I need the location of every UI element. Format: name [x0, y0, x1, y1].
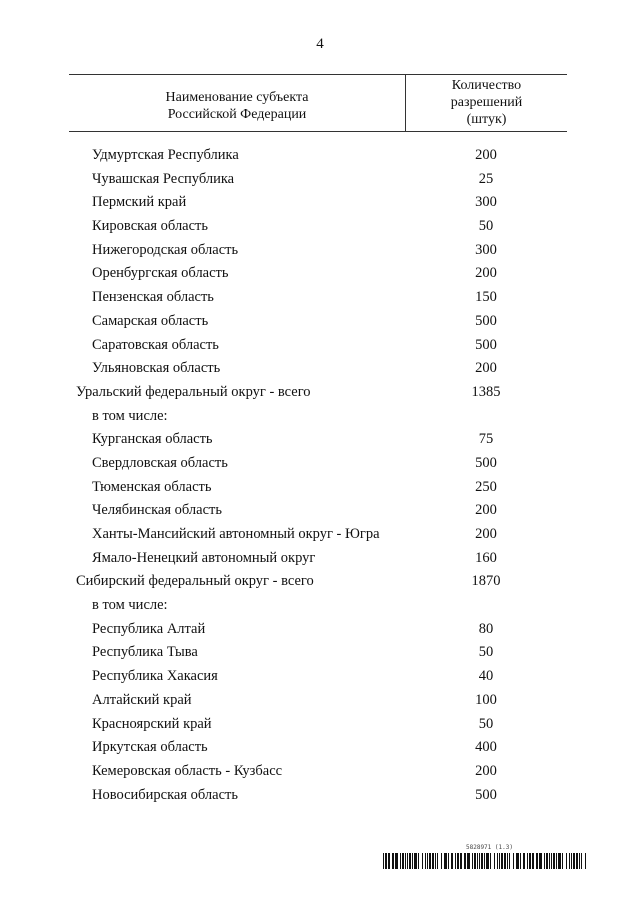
barcode-bar: [400, 853, 401, 869]
barcode-bar: [444, 853, 447, 869]
barcode-bar: [544, 853, 545, 869]
table-row: [0, 547, 640, 571]
table-row: [0, 665, 640, 689]
row-value: 160: [475, 549, 497, 566]
barcode-bar: [546, 853, 548, 869]
row-name: Ямало-Ненецкий автономный округ: [92, 549, 316, 566]
barcode-bar: [422, 853, 423, 869]
barcode-bar: [507, 853, 508, 869]
row-name: Республика Тыва: [92, 644, 198, 661]
barcode-bar: [484, 853, 485, 869]
barcode-bar: [464, 853, 466, 869]
barcode-bar: [501, 853, 503, 869]
barcode-label: 5828971 (1.3): [466, 844, 513, 851]
barcode-bar: [427, 853, 428, 869]
table-row: [0, 310, 640, 334]
table-row: [0, 215, 640, 239]
table-body: [0, 144, 640, 807]
row-value: 150: [475, 289, 497, 306]
row-name: Ульяновская область: [92, 360, 221, 377]
row-value: 75: [478, 431, 494, 448]
row-name: Иркутская область: [92, 739, 208, 756]
row-name: Чувашская Республика: [92, 170, 235, 187]
barcode-bar: [581, 853, 582, 869]
header-name-line: Российской Федерации: [167, 107, 307, 122]
barcode-bar: [576, 853, 578, 869]
row-name: Сибирский федеральный округ - всего: [76, 573, 314, 590]
header-name-column: [69, 89, 405, 123]
barcode-bar: [520, 853, 521, 869]
barcode-bar: [460, 853, 462, 869]
barcode-bar: [414, 853, 417, 869]
table-header: [69, 74, 567, 132]
barcode-bar: [402, 853, 404, 869]
table-row: [0, 523, 640, 547]
barcode-bar: [532, 853, 534, 869]
barcode-bar: [536, 853, 538, 869]
row-name: Свердловская область: [92, 454, 228, 471]
barcode-bar: [383, 853, 384, 869]
barcode-bar: [425, 853, 426, 869]
barcode-bar: [585, 853, 586, 869]
row-value: 25: [478, 170, 494, 187]
barcode-bar: [497, 853, 498, 869]
row-value: 40: [478, 668, 494, 685]
row-value: 500: [475, 454, 497, 471]
barcode-bar: [509, 853, 510, 869]
barcode-bar: [513, 853, 514, 869]
row-value: 200: [475, 147, 497, 163]
row-name: Республика Хакасия: [92, 668, 218, 685]
row-name: Республика Алтай: [92, 620, 206, 637]
barcode-bar: [494, 853, 495, 869]
table-row: [0, 405, 640, 429]
table-row: [0, 784, 640, 808]
barcode-bar: [455, 853, 456, 869]
row-name: Тюменская область: [92, 478, 212, 495]
barcode-bar: [388, 853, 390, 869]
table-row: [0, 689, 640, 713]
barcode-bar: [516, 853, 519, 869]
table-row: [0, 357, 640, 381]
barcode-bar: [451, 853, 453, 869]
barcode-bar: [479, 853, 480, 869]
table-row: [0, 618, 640, 642]
barcode-bar: [474, 853, 476, 869]
table-row: [0, 191, 640, 215]
row-value: 50: [478, 715, 494, 732]
row-value: 1385: [471, 383, 501, 400]
row-name: Кемеровская область - Кузбасс: [92, 762, 283, 779]
header-count-line: (штук): [466, 112, 507, 127]
header-name-line: Наименование субъекта: [165, 90, 309, 105]
header-count-line: Количество: [451, 78, 522, 93]
row-value: 200: [475, 502, 497, 519]
row-value: 300: [475, 241, 497, 258]
barcode-bar: [553, 853, 555, 869]
table-row: [0, 144, 640, 168]
row-value: 500: [475, 786, 497, 803]
barcode-bar: [477, 853, 478, 869]
barcode-bar: [486, 853, 489, 869]
district-total-row: [0, 570, 640, 594]
barcode-bar: [527, 853, 528, 869]
page-number: 4: [316, 36, 324, 52]
barcode-bar: [409, 853, 411, 869]
barcode-bar: [448, 853, 449, 869]
row-value: 200: [475, 526, 497, 542]
row-name: Пензенская область: [92, 289, 214, 306]
barcode-bar: [539, 853, 542, 869]
barcode-bar: [395, 853, 398, 869]
table-row: [0, 499, 640, 523]
row-value: 100: [475, 691, 497, 708]
row-name: Удмуртская Республика: [92, 147, 239, 163]
table-row: [0, 594, 640, 618]
barcode-bar: [412, 853, 413, 869]
row-value: 80: [478, 620, 494, 637]
barcode-bar: [392, 853, 394, 869]
barcode-bar: [571, 853, 572, 869]
row-value: 500: [475, 336, 497, 353]
row-value: 300: [475, 194, 497, 211]
table-row: [0, 428, 640, 452]
row-value: 500: [475, 312, 497, 329]
table-row: [0, 760, 640, 784]
barcode-bar: [573, 853, 575, 869]
table-row: [0, 168, 640, 192]
barcode-bar: [490, 853, 491, 869]
row-value: 200: [475, 762, 497, 779]
barcode-bar: [579, 853, 580, 869]
row-name: Пермский край: [92, 194, 187, 211]
barcode-bar: [457, 853, 459, 869]
row-name: Челябинская область: [92, 502, 222, 519]
row-value: 1870: [471, 573, 501, 590]
table-row: [0, 239, 640, 263]
barcode-bar: [569, 853, 570, 869]
row-value: 400: [475, 739, 497, 756]
table-row: [0, 452, 640, 476]
table-row: [0, 713, 640, 737]
header-count-column: [406, 77, 567, 128]
barcode-bar: [385, 853, 387, 869]
row-name: Красноярский край: [92, 715, 212, 732]
row-name: в том числе:: [92, 407, 168, 424]
row-value: 250: [475, 478, 497, 495]
row-name: Уральский федеральный округ - всего: [76, 383, 311, 400]
table-row: [0, 641, 640, 665]
row-value: 50: [478, 218, 494, 235]
barcode-bar: [472, 853, 473, 869]
barcode-bar: [467, 853, 470, 869]
header-count-line: разрешений: [450, 95, 523, 110]
row-name: Новосибирская область: [92, 786, 238, 803]
barcode-bar: [504, 853, 506, 869]
barcode-bar: [549, 853, 550, 869]
barcode-bar: [499, 853, 500, 869]
barcode-bar: [529, 853, 531, 869]
barcode-bar: [551, 853, 552, 869]
row-name: Ханты-Мансийский автономный округ - Югра: [92, 526, 380, 542]
barcode-bar: [556, 853, 557, 869]
barcode-bar: [481, 853, 483, 869]
barcode-bar: [562, 853, 563, 869]
barcode-bar: [437, 853, 438, 869]
barcode-bar: [435, 853, 436, 869]
barcode-bar: [405, 853, 406, 869]
table-row: [0, 286, 640, 310]
barcode-bar: [523, 853, 525, 869]
row-value: 200: [475, 265, 497, 282]
row-value: 50: [478, 644, 494, 661]
table-row: [0, 262, 640, 286]
barcode-bar: [441, 853, 442, 869]
row-name: Оренбургская область: [92, 265, 229, 282]
barcode-bar: [429, 853, 431, 869]
barcode-bar: [566, 853, 567, 869]
district-total-row: [0, 381, 640, 405]
table-row: [0, 334, 640, 358]
row-name: Кировская область: [92, 218, 209, 235]
barcode-bar: [418, 853, 419, 869]
row-name: Алтайский край: [92, 691, 192, 708]
barcode-bar: [432, 853, 434, 869]
barcode-image: [383, 853, 588, 869]
barcode-bar: [407, 853, 408, 869]
barcode-bar: [558, 853, 561, 869]
table-row: [0, 476, 640, 500]
row-value: 200: [475, 360, 497, 377]
row-name: в том числе:: [92, 597, 168, 614]
row-name: Курганская область: [92, 431, 213, 448]
row-name: Самарская область: [92, 312, 209, 329]
row-name: Нижегородская область: [92, 241, 239, 258]
table-row: [0, 736, 640, 760]
row-name: Саратовская область: [92, 336, 219, 353]
